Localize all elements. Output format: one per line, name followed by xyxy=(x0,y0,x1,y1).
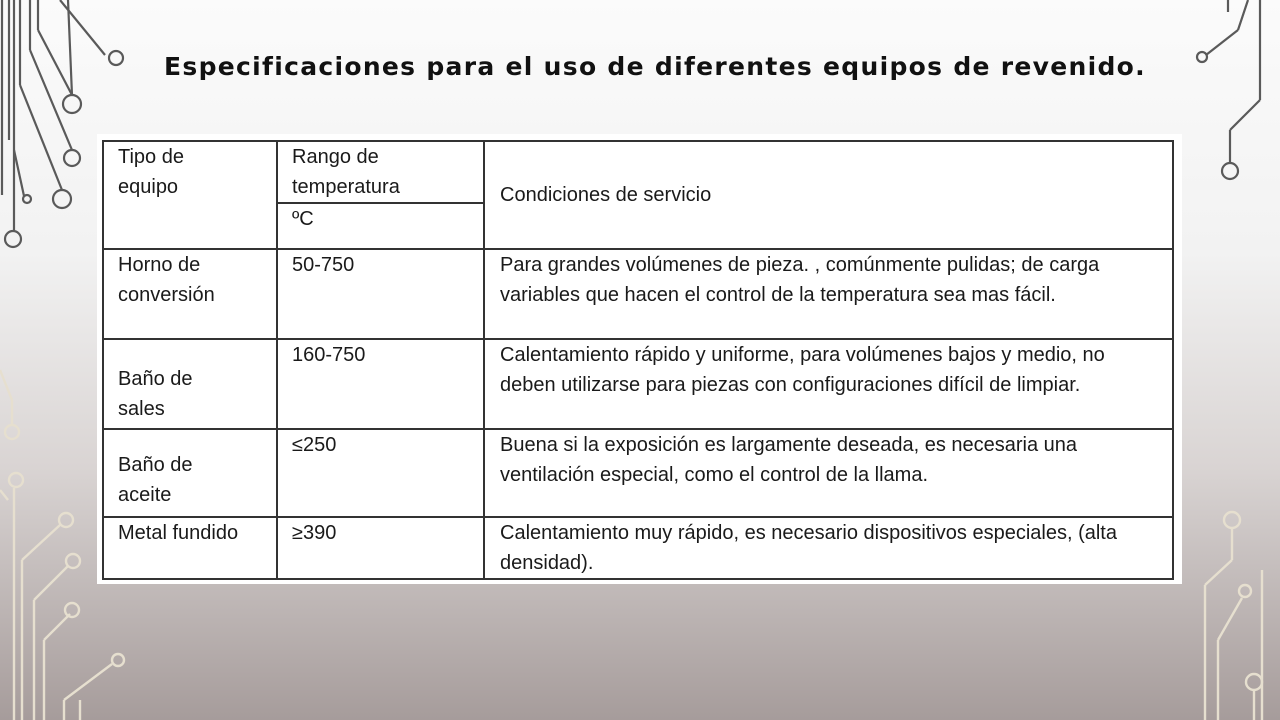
cell-condiciones: Para grandes volúmenes de pieza. , comúnmente pulidas; de carga variables que hacen el control de la temperatura sea mas fácil. xyxy=(484,249,1173,339)
cell-tipo: Baño de aceite xyxy=(103,429,277,517)
slide-title: Especificaciones para el uso de diferentes equipos de revenido. xyxy=(164,52,1146,81)
table-row xyxy=(103,429,1173,517)
cell-rango: 50-750 xyxy=(277,249,484,339)
header-rango: Rango de temperatura xyxy=(277,141,484,203)
header-condiciones: Condiciones de servicio xyxy=(484,141,1173,249)
cell-rango: ≥390 xyxy=(277,517,484,579)
cell-tipo: Metal fundido xyxy=(103,517,277,579)
specifications-table xyxy=(102,140,1174,580)
cell-condiciones: Calentamiento muy rápido, es necesario dispositivos especiales, (alta densidad). xyxy=(484,517,1173,579)
table-header-row xyxy=(103,141,1173,203)
cell-tipo: Horno de conversión xyxy=(103,249,277,339)
header-unidad: ºC xyxy=(277,203,484,249)
header-tipo: Tipo de equipo xyxy=(103,141,277,249)
cell-rango: 160-750 xyxy=(277,339,484,429)
cell-condiciones: Buena si la exposición es largamente deseada, es necesaria una ventilación especial, como el control de la llama. xyxy=(484,429,1173,517)
table-row xyxy=(103,517,1173,579)
cell-rango: ≤250 xyxy=(277,429,484,517)
specifications-table-image xyxy=(97,134,1182,584)
cell-condiciones: Calentamiento rápido y uniforme, para volúmenes bajos y medio, no deben utilizarse para piezas con configuraciones difícil de limpiar. xyxy=(484,339,1173,429)
table-row xyxy=(103,339,1173,429)
table-row xyxy=(103,249,1173,339)
cell-tipo: Baño de sales xyxy=(103,339,277,429)
